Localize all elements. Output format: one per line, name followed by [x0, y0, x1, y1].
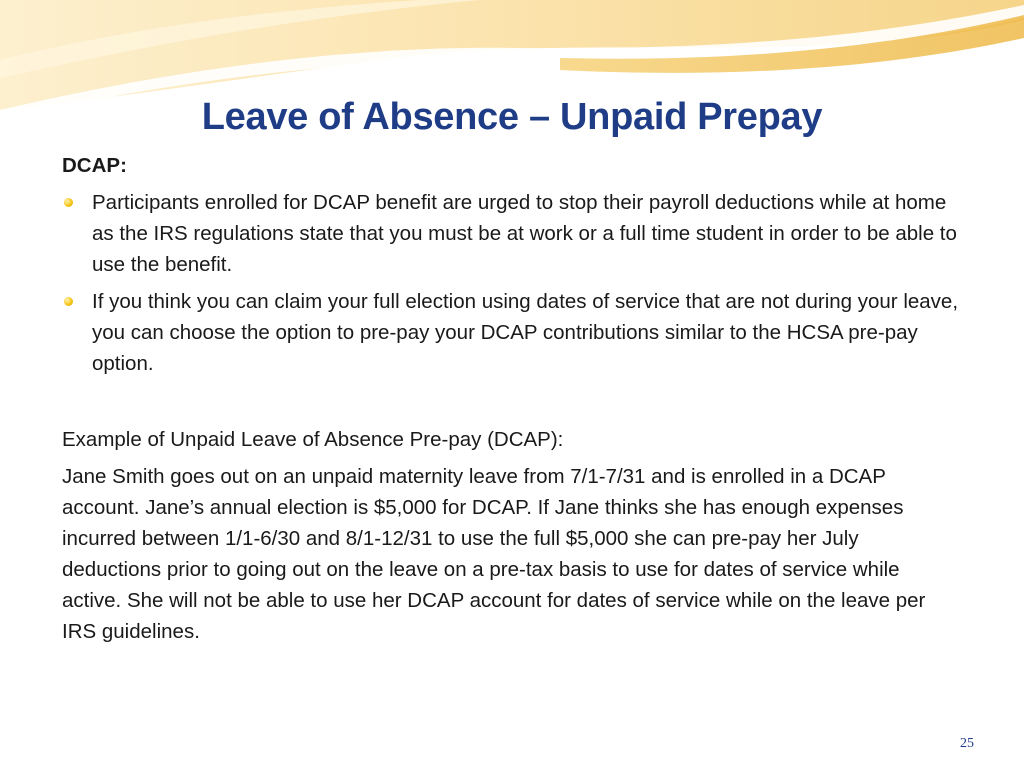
slide-title: Leave of Absence – Unpaid Prepay: [201, 96, 823, 138]
bullet-item: [62, 187, 962, 280]
bullet-dot-icon: [64, 297, 73, 306]
slide-content: [62, 150, 962, 647]
example-heading: Example of Unpaid Leave of Absence Pre-pay (DCAP):: [62, 428, 564, 451]
bullet-text: If you think you can claim your full election using dates of service that are not during your leave, you can choose the option to pre-pay your DCAP contributions similar to the HCSA pre-pay option.: [92, 290, 959, 375]
section-label: DCAP:: [62, 154, 127, 177]
bullet-text: Participants enrolled for DCAP benefit are urged to stop their payroll deductions while at home as the IRS regulations state that you must be at work or a full time student in order to be able to use the benefit.: [92, 191, 957, 276]
bullet-list: [62, 187, 962, 379]
example-body: Jane Smith goes out on an unpaid maternity leave from 7/1-7/31 and is enrolled in a DCAP account. Jane’s annual election is $5,000 for DCAP. If Jane thinks she has enough expenses incurred between 1/1-6/30 and 8/1-12/31 to use the full $5,000 she can pre-pay her July deductions prior to going out on the leave on a pre-tax basis to use for dates of service while active. She will not be able to use her DCAP account for dates of service while on the leave per IRS guidelines.: [62, 465, 926, 643]
bullet-dot-icon: [64, 198, 73, 207]
page-number: 25: [960, 736, 974, 751]
bullet-item: [62, 286, 962, 379]
